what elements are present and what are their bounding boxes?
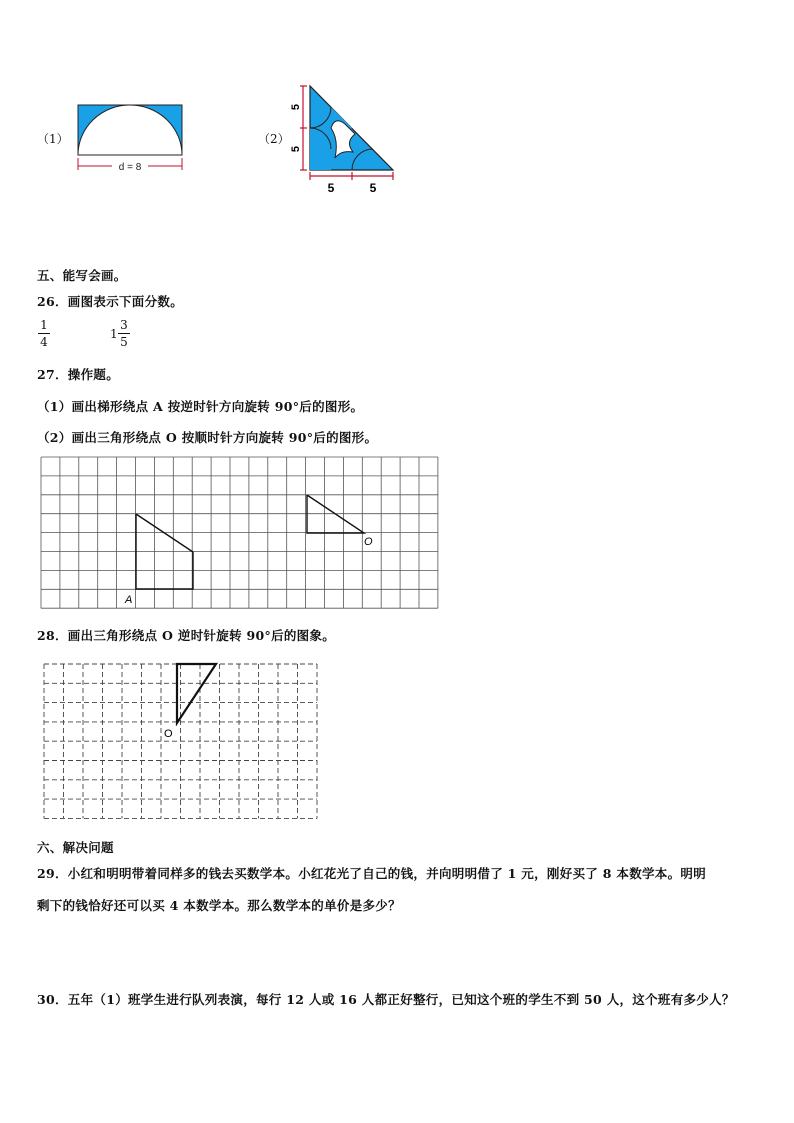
figure1-label: （1）	[37, 132, 69, 146]
q26-frac2-numerator: 3	[120, 318, 128, 332]
section6-title: 六、解决问题	[37, 840, 114, 855]
q26-fraction-2-whole: 1	[110, 327, 118, 341]
fraction-bar	[38, 333, 50, 334]
q28-grid	[44, 664, 317, 818]
q26-frac2-denominator: 5	[120, 335, 128, 349]
q29-line2: 剩下的钱恰好还可以买 4 本数学本。那么数学本的单价是多少？	[37, 898, 401, 913]
q26-text: 26．画图表示下面分数。	[37, 294, 183, 309]
q27-grid	[41, 457, 438, 608]
figure2-triangle	[283, 80, 398, 198]
figure2-dim-bottom-left: 5	[327, 181, 335, 195]
q28-text: 28．画出三角形绕点 O 逆时针旋转 90°后的图象。	[37, 628, 336, 643]
q27-sub1: （1）画出梯形绕点 A 按逆时针方向旋转 90°后的图形。	[37, 399, 364, 414]
figure2-dim-left-bottom: 5	[290, 145, 302, 153]
q26-frac1-numerator: 1	[40, 318, 48, 332]
q30-text: 30．五年（1）班学生进行队列表演，每行 12 人或 16 人都正好整行，已知这个班的学生不到 50 人，这个班有多少人？	[37, 992, 735, 1007]
q28-point-o: O	[164, 728, 173, 740]
q27-sub2: （2）画出三角形绕点 O 按顺时针方向旋转 90°后的图形。	[37, 430, 378, 445]
q27-grid-figure	[40, 456, 440, 610]
figure1-rect-semicircle	[72, 100, 188, 174]
q27-point-a: A	[125, 594, 133, 606]
figure2-dim-bottom-right: 5	[369, 181, 377, 195]
triangle-q28	[177, 664, 216, 723]
figure2-dim-left-top: 5	[290, 103, 302, 111]
figure2-label: （2）	[258, 132, 290, 146]
fraction-bar	[118, 333, 130, 334]
q26-fraction-1	[38, 318, 50, 349]
section5-title: 五、能写会画。	[37, 268, 127, 283]
q29-line1: 29．小红和明明带着同样多的钱去买数学本。小红花光了自己的钱，并向明明借了 1 元，刚好买了 8 本数学本。明明	[37, 866, 706, 881]
q26-frac1-denominator: 4	[40, 335, 48, 349]
figure1-dimension: d = 8	[118, 162, 142, 173]
q28-grid-figure	[40, 660, 320, 820]
q27-text: 27．操作题。	[37, 367, 119, 382]
q27-point-o: O	[364, 536, 373, 548]
q26-fraction-2	[118, 318, 130, 349]
